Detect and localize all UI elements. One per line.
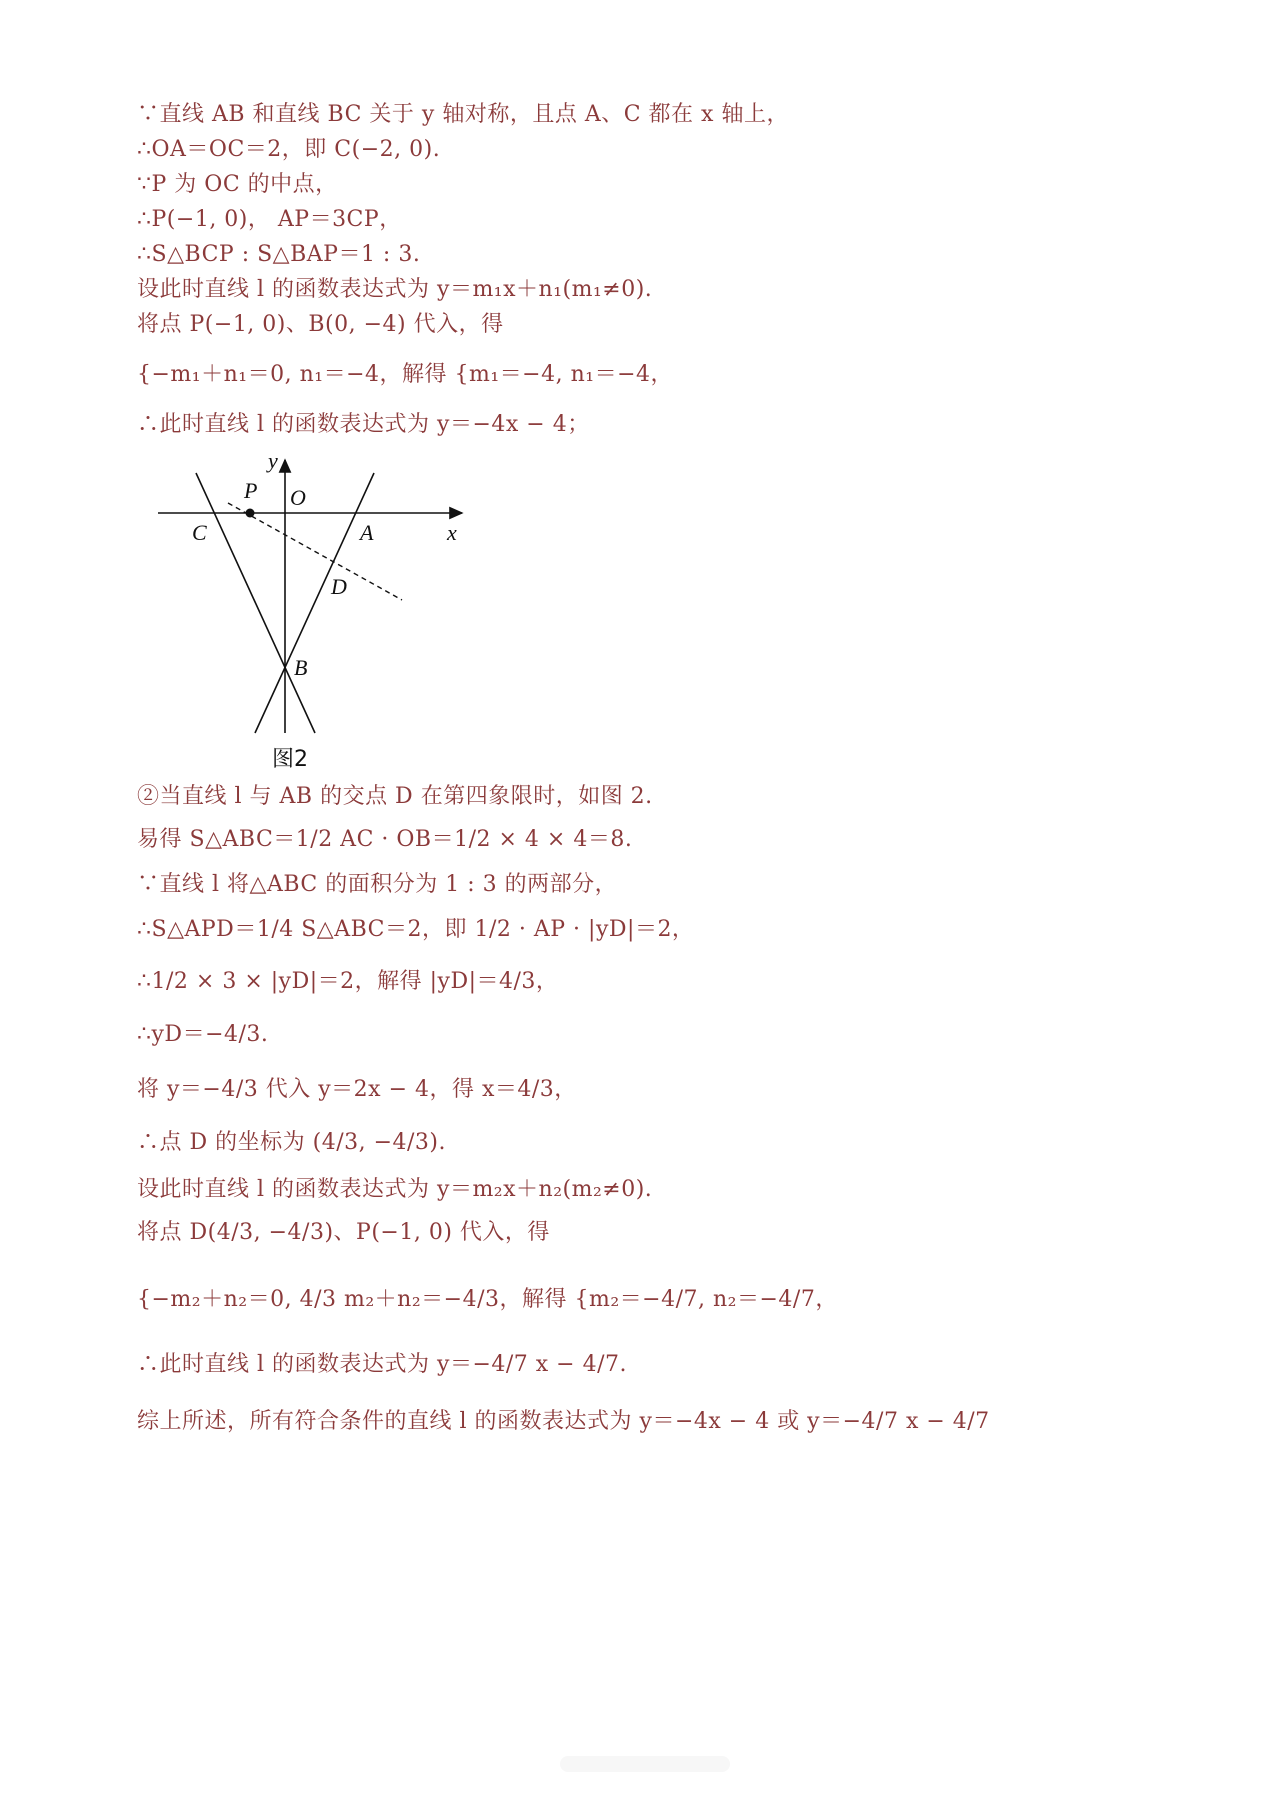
solution-line: ∴1/2 × 3 × |yD|＝2，解得 |yD|＝4/3，: [137, 969, 559, 994]
solution-line: ∴yD＝−4/3.: [137, 1022, 269, 1047]
solution-line: 将 y＝−4/3 代入 y＝2x − 4，得 x＝4/3，: [137, 1077, 577, 1102]
solution-line: ∴OA＝OC＝2，即 C(−2, 0).: [137, 137, 441, 162]
figure-2-diagram: [150, 448, 480, 748]
solution-line: {−m₂＋n₂＝0, 4/3 m₂＋n₂＝−4/3，解得 {m₂＝−4/7, n₂＝−4/7，: [137, 1287, 838, 1312]
solution-line: ∴P(−1, 0)， AP＝3CP，: [137, 207, 402, 232]
label-a: A: [360, 520, 374, 545]
solution-line: 将点 P(−1, 0)、B(0, −4) 代入，得: [137, 312, 504, 337]
label-o: O: [290, 485, 306, 510]
solution-line: ∵直线 AB 和直线 BC 关于 y 轴对称，且点 A、C 都在 x 轴上，: [137, 102, 789, 127]
figure-caption: 图2: [272, 747, 308, 772]
solution-line: 综上所述，所有符合条件的直线 l 的函数表达式为 y＝−4x − 4 或 y＝−4/7 x − 4/7: [137, 1409, 990, 1434]
solution-line: 设此时直线 l 的函数表达式为 y＝m₁x＋n₁(m₁≠0).: [137, 277, 653, 302]
solution-line: 设此时直线 l 的函数表达式为 y＝m₂x＋n₂(m₂≠0).: [137, 1177, 653, 1202]
solution-line: ∴S△BCP : S△BAP＝1 : 3.: [137, 242, 421, 267]
label-b: B: [294, 655, 308, 680]
solution-line: 将点 D(4/3, −4/3)、P(−1, 0) 代入，得: [137, 1220, 550, 1245]
solution-line: ∴点 D 的坐标为 (4/3, −4/3).: [137, 1130, 447, 1155]
solution-line: ∴此时直线 l 的函数表达式为 y＝−4/7 x − 4/7.: [137, 1352, 628, 1377]
solution-line: ②当直线 l 与 AB 的交点 D 在第四象限时，如图 2.: [137, 784, 653, 809]
line-l-dashed: [228, 503, 402, 600]
faint-watermark: [560, 1756, 730, 1772]
solution-line: {−m₁＋n₁＝0, n₁＝−4，解得 {m₁＝−4, n₁＝−4，: [137, 362, 674, 387]
solution-line: ∵直线 l 将△ABC 的面积分为 1 : 3 的两部分，: [137, 872, 618, 897]
solution-line: ∴S△APD＝1/4 S△ABC＝2，即 1/2 · AP · |yD|＝2，: [137, 917, 695, 942]
solution-line: ∴此时直线 l 的函数表达式为 y＝−4x − 4；: [137, 412, 590, 437]
label-x: x: [447, 520, 457, 545]
label-p: P: [244, 478, 258, 503]
solution-line: 易得 S△ABC＝1/2 AC · OB＝1/2 × 4 × 4＝8.: [137, 827, 633, 852]
line-ab: [255, 473, 374, 733]
label-d: D: [331, 574, 347, 599]
label-y: y: [268, 448, 278, 473]
solution-line: ∵P 为 OC 的中点，: [137, 172, 338, 197]
point-p: [246, 509, 255, 518]
label-c: C: [192, 520, 207, 545]
line-bc: [196, 473, 315, 733]
